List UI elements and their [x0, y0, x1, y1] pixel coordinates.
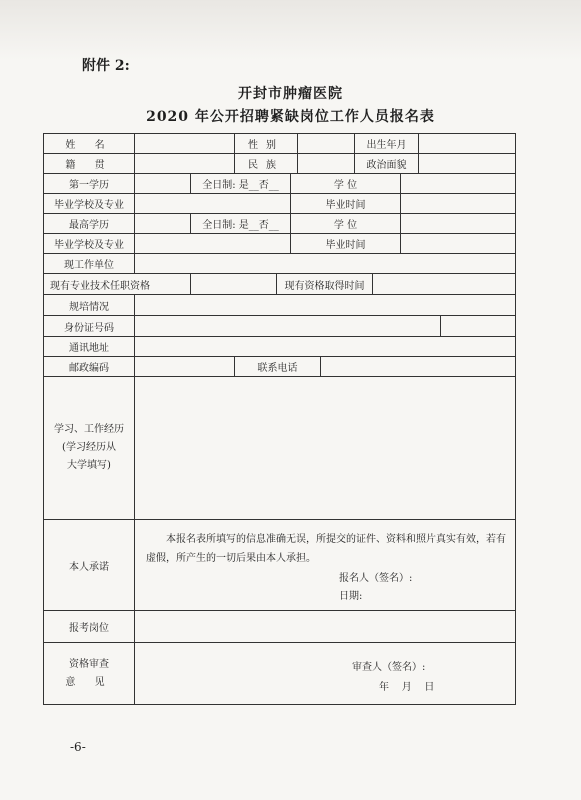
native-place-field[interactable] [134, 154, 234, 173]
review-date-label: 年 月 日 [379, 682, 435, 693]
row-pledge [43, 520, 516, 611]
experience-field[interactable] [134, 377, 515, 519]
postcode-label: 邮政编码 [69, 363, 109, 374]
native-place-label: 籍 贯 [65, 160, 113, 171]
pledge-text: 本报名表所填写的信息准确无误，所提交的证件、资料和照片真实有效，若有虚假，所产生的一切后果由本人承担。 [146, 534, 506, 564]
employer-label: 现工作单位 [64, 260, 114, 271]
gender-field[interactable] [297, 134, 354, 153]
row-review [43, 643, 516, 705]
birth-field[interactable] [418, 134, 515, 153]
first-degree-field[interactable] [134, 174, 190, 193]
reviewer-signature-label: 审查人（签名）: [352, 662, 426, 673]
row-school-1 [43, 194, 516, 214]
degree-1-label: 学 位 [290, 174, 400, 193]
id-number-extra-field[interactable] [440, 316, 515, 336]
highest-degree-label: 最高学历 [69, 220, 109, 231]
qualification-label: 现有专业技术任职资格 [50, 280, 150, 292]
hospital-title: 开封市肿瘤医院 [238, 86, 343, 102]
ethnicity-label: 民族 [234, 154, 297, 173]
fulltime-2-label[interactable]: 全日制: 是__否__ [190, 214, 290, 233]
row-native-place [43, 154, 516, 174]
row-position [43, 611, 516, 643]
ethnicity-field[interactable] [297, 154, 354, 173]
page-top-bleed [0, 0, 581, 60]
qual-time-field[interactable] [372, 274, 515, 294]
school-1-label: 毕业学校及专业 [54, 200, 124, 211]
id-number-field[interactable] [134, 316, 440, 336]
degree-2-label: 学 位 [290, 214, 400, 233]
qualification-field[interactable] [190, 274, 276, 294]
name-label: 姓 名 [65, 140, 113, 151]
training-label: 规培情况 [69, 301, 109, 313]
position-label: 报考岗位 [69, 623, 109, 634]
review-field[interactable] [134, 643, 515, 704]
experience-label-line-2: (学习经历从 [62, 442, 116, 453]
gender-label: 性别 [234, 134, 297, 153]
row-id-number [43, 316, 516, 337]
highest-degree-field[interactable] [134, 214, 190, 233]
experience-label-line-1: 学习、工作经历 [54, 424, 124, 435]
registration-form [43, 133, 516, 705]
review-label-line-2: 意 见 [65, 676, 113, 688]
address-label: 通讯地址 [69, 343, 109, 354]
attachment-label: 附件 2: [82, 58, 130, 74]
birth-label: 出生年月 [354, 134, 418, 153]
experience-label [44, 377, 134, 519]
political-field[interactable] [418, 154, 515, 173]
applicant-date-label: 日期: [339, 591, 363, 602]
page-number: -6- [70, 740, 86, 754]
political-label: 政治面貌 [354, 154, 418, 173]
degree-2-field[interactable] [400, 214, 515, 233]
applicant-signature-label: 报名人（签名）: [339, 573, 413, 584]
id-number-label: 身份证号码 [64, 322, 114, 334]
position-field[interactable] [134, 611, 515, 642]
row-training [43, 295, 516, 316]
phone-label: 联系电话 [234, 357, 320, 376]
address-field[interactable] [134, 337, 515, 356]
training-field[interactable] [134, 295, 515, 315]
row-name [43, 133, 516, 154]
row-postcode [43, 357, 516, 377]
review-label [44, 643, 134, 704]
grad-time-1-label: 毕业时间 [290, 194, 400, 213]
postcode-field[interactable] [134, 357, 234, 376]
form-title: 2020 年公开招聘紧缺岗位工作人员报名表 [146, 109, 435, 125]
qual-time-label: 现有资格取得时间 [276, 274, 372, 294]
row-school-2 [43, 234, 516, 254]
row-address [43, 337, 516, 357]
pledge-label: 本人承诺 [69, 561, 109, 573]
experience-label-line-3: 大学填写) [67, 460, 111, 471]
row-qualification [43, 274, 516, 295]
review-label-line-1: 资格审查 [69, 658, 109, 670]
school-2-label: 毕业学校及专业 [54, 240, 124, 251]
grad-time-1-field[interactable] [400, 194, 515, 213]
degree-1-field[interactable] [400, 174, 515, 193]
row-first-degree [43, 174, 516, 194]
first-degree-label: 第一学历 [69, 180, 109, 191]
school-1-field[interactable] [134, 194, 290, 213]
row-employer [43, 254, 516, 274]
grad-time-2-label: 毕业时间 [290, 234, 400, 253]
fulltime-1-label[interactable]: 全日制: 是__否__ [190, 174, 290, 193]
phone-field[interactable] [320, 357, 515, 376]
employer-field[interactable] [134, 254, 515, 273]
row-highest-degree [43, 214, 516, 234]
grad-time-2-field[interactable] [400, 234, 515, 253]
name-field[interactable] [134, 134, 234, 153]
school-2-field[interactable] [134, 234, 290, 253]
row-experience [43, 377, 516, 520]
